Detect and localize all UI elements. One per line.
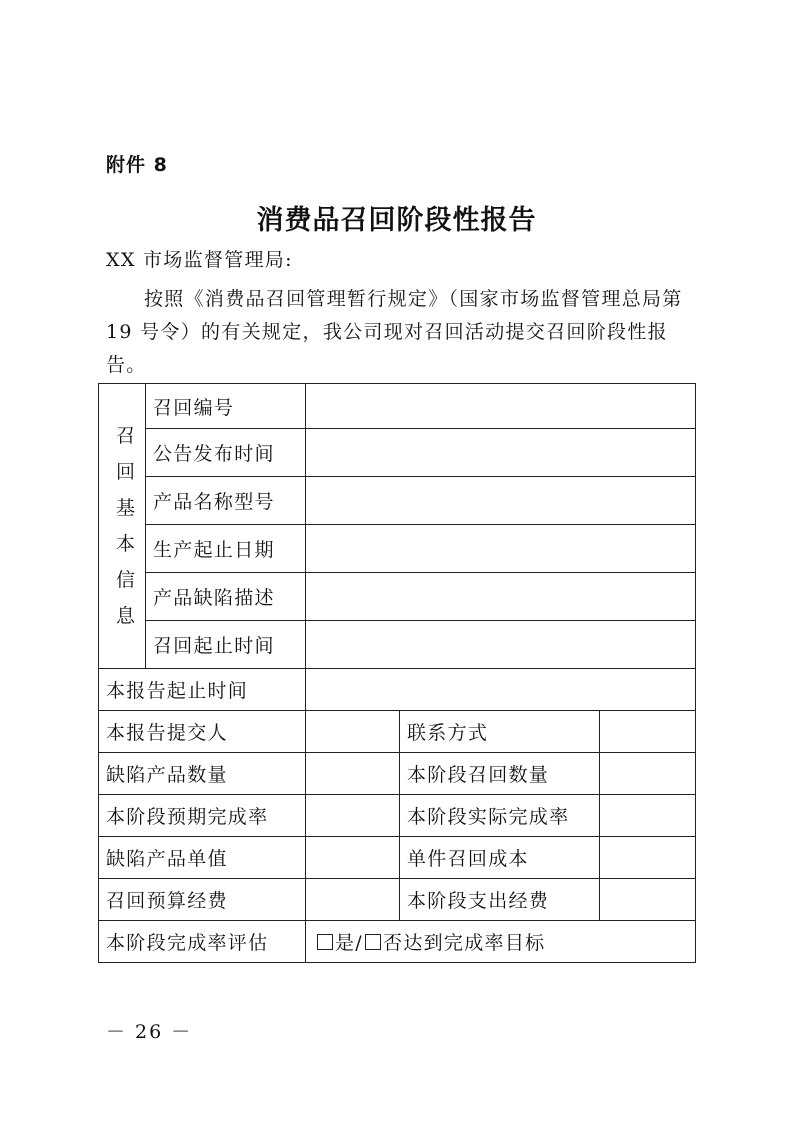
value-rate-assessment [306,921,696,963]
attachment-label: 附件 8 [106,154,168,176]
table-row [99,711,696,753]
label-report-period: 本报告起止时间 [99,669,306,711]
salutation: XX 市场监督管理局: [106,249,293,271]
label-stage-expenditure: 本阶段支出经费 [400,879,600,921]
label-contact: 联系方式 [400,711,600,753]
value-recall-period[interactable] [306,621,696,669]
label-product-model: 产品名称型号 [146,477,306,525]
label-unit-recall-cost: 单件召回成本 [400,837,600,879]
table-row [99,429,696,477]
value-report-period[interactable] [306,669,696,711]
table-row [99,921,696,963]
label-production-dates: 生产起止日期 [146,525,306,573]
value-announcement-time[interactable] [306,429,696,477]
table-row [99,669,696,711]
document-title: 消费品召回阶段性报告 [256,205,537,236]
table-row [99,879,696,921]
label-submitter: 本报告提交人 [99,711,306,753]
value-submitter[interactable] [306,711,400,753]
value-stage-expenditure[interactable] [600,879,696,921]
label-defect-description: 产品缺陷描述 [146,573,306,621]
label-unit-value: 缺陷产品单值 [99,837,306,879]
yes-option-label: 是/ [335,932,364,954]
label-recall-number: 召回编号 [146,384,306,429]
label-recall-budget: 召回预算经费 [99,879,306,921]
value-unit-recall-cost[interactable] [600,837,696,879]
no-option-label: 否达到完成率目标 [383,932,546,954]
value-recall-budget[interactable] [306,879,400,921]
table-row [99,477,696,525]
label-defective-quantity: 缺陷产品数量 [99,753,306,795]
yes-checkbox[interactable] [317,934,333,950]
value-defective-quantity[interactable] [306,753,400,795]
page-number: － 26 － [106,1021,193,1043]
table-row [99,753,696,795]
value-product-model[interactable] [306,477,696,525]
label-actual-rate: 本阶段实际完成率 [400,795,600,837]
value-production-dates[interactable] [306,525,696,573]
value-stage-recall-quantity[interactable] [600,753,696,795]
value-unit-value[interactable] [306,837,400,879]
label-rate-assessment: 本阶段完成率评估 [99,921,306,963]
table-row [99,621,696,669]
value-defect-description[interactable] [306,573,696,621]
value-recall-number[interactable] [306,384,696,429]
report-form-table [98,383,696,963]
value-expected-rate[interactable] [306,795,400,837]
table-row [99,837,696,879]
group-label-basic-info: 召 回 基 本 信 息 [99,384,146,669]
table-row [99,384,696,429]
no-checkbox[interactable] [365,934,381,950]
label-stage-recall-quantity: 本阶段召回数量 [400,753,600,795]
body-paragraph: 按照《消费品召回管理暂行规定》（国家市场监督管理总局第 19 号令）的有关规定，我公司现对召回活动提交召回阶段性报告。 [106,288,683,376]
label-expected-rate: 本阶段预期完成率 [99,795,306,837]
label-announcement-time: 公告发布时间 [146,429,306,477]
table-row [99,525,696,573]
table-row [99,795,696,837]
value-contact[interactable] [600,711,696,753]
label-recall-period: 召回起止时间 [146,621,306,669]
value-actual-rate[interactable] [600,795,696,837]
table-row [99,573,696,621]
